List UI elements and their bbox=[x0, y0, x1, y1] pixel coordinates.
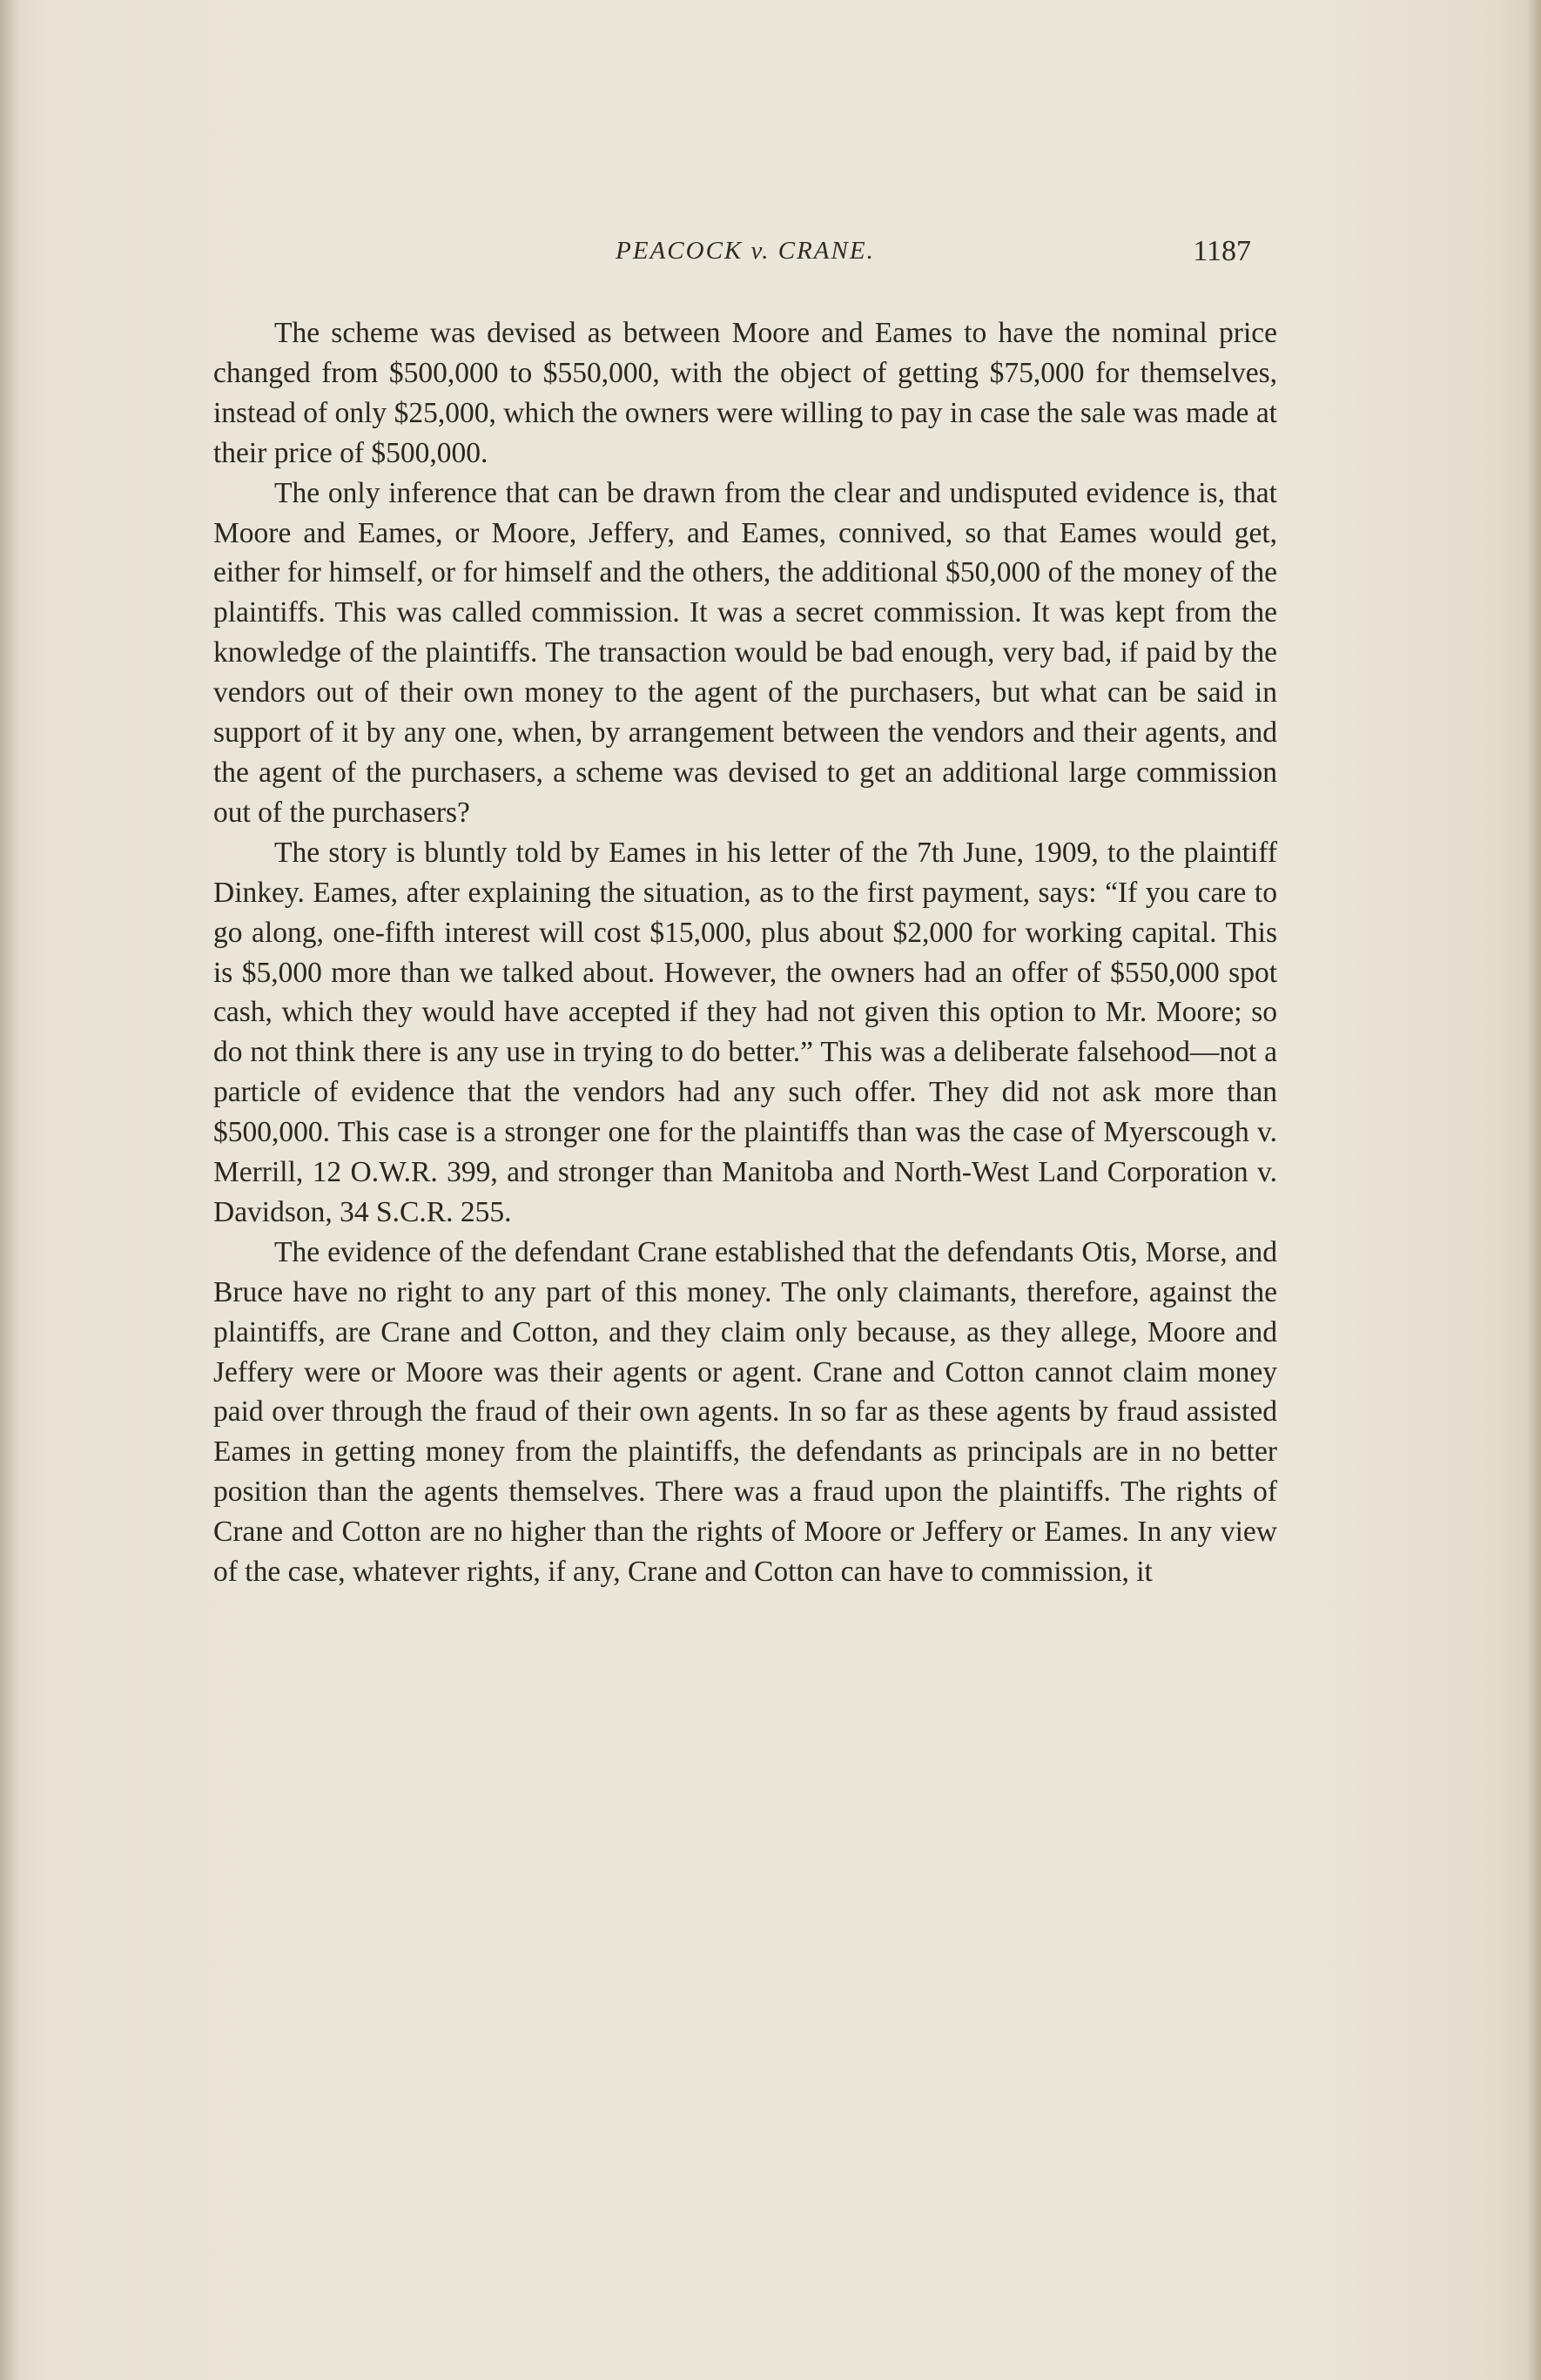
body-text bbox=[213, 313, 1277, 1592]
paragraph: The story is bluntly told by Eames in his letter of the 7th June, 1909, to the plaintiff Dinkey. Eames, after explaining the situation, as to the first payment, says: “If you care to go along, one-fifth interest will cost $15,000, plus about $2,000 for working capital. This is $5,000 more than we talked about. However, the owners had an offer of $550,000 spot cash, which they would have accepted if they had not given this option to Mr. Moore; so do not think there is any use in trying to do better.” This was a deliberate falsehood—not a particle of evidence that the vendors had any such offer. They did not ask more than $500,000. This case is a stronger one for the plaintiffs than was the case of Myerscough v. Merrill, 12 O.W.R. 399, and stronger than Manitoba and North-West Land Corporation v. Davidson, 34 S.C.R. 255. bbox=[213, 836, 1277, 1228]
binding-shadow bbox=[0, 0, 19, 2380]
page-number: 1187 bbox=[1193, 235, 1251, 267]
paragraph: The scheme was devised as between Moore and Eames to have the nominal price changed from $500,000 to $550,000, with the object of getting $75,000 for themselves, instead of only $25,000, which the owners were willing to pay in case the sale was made at their price of $500,000. bbox=[213, 317, 1277, 469]
paragraph: The evidence of the defendant Crane established that the defendants Otis, Morse, and Bruce have no right to any part of this money. The only claimants, therefore, against the plaintiffs, are Crane and Cotton, and they claim only because, as they allege, Moore and Jeffery were or Moore was their agents or agent. Crane and Cotton cannot claim money paid over through the fraud of their own agents. In so far as these agents by fraud assisted Eames in getting money from the plaintiffs, the defendants as principals are in no better position than the agents themselves. There was a fraud upon the plaintiffs. The rights of Crane and Cotton are no higher than the rights of Moore or Jeffery or Eames. In any view of the case, whatever rights, if any, Crane and Cotton can have to commission, it bbox=[213, 1235, 1277, 1589]
running-title: PEACOCK v. CRANE. bbox=[616, 237, 875, 265]
page-edge bbox=[1527, 0, 1541, 2380]
paragraph: The only inference that can be drawn from the clear and undisputed evidence is, that Moore and Eames, or Moore, Jeffery, and Eames, connived, so that Eames would get, either for himself, or for himself and the others, the additional $50,000 of the money of the plaintiffs. This was called commission. It was a secret commission. It was kept from the knowledge of the plaintiffs. The transaction would be bad enough, very bad, if paid by the vendors out of their own money to the agent of the purchasers, but what can be said in support of it by any one, when, by arrangement between the vendors and their agents, and the agent of the purchasers, a scheme was devised to get an additional large commission out of the purchasers? bbox=[213, 476, 1277, 829]
running-header bbox=[213, 237, 1277, 280]
